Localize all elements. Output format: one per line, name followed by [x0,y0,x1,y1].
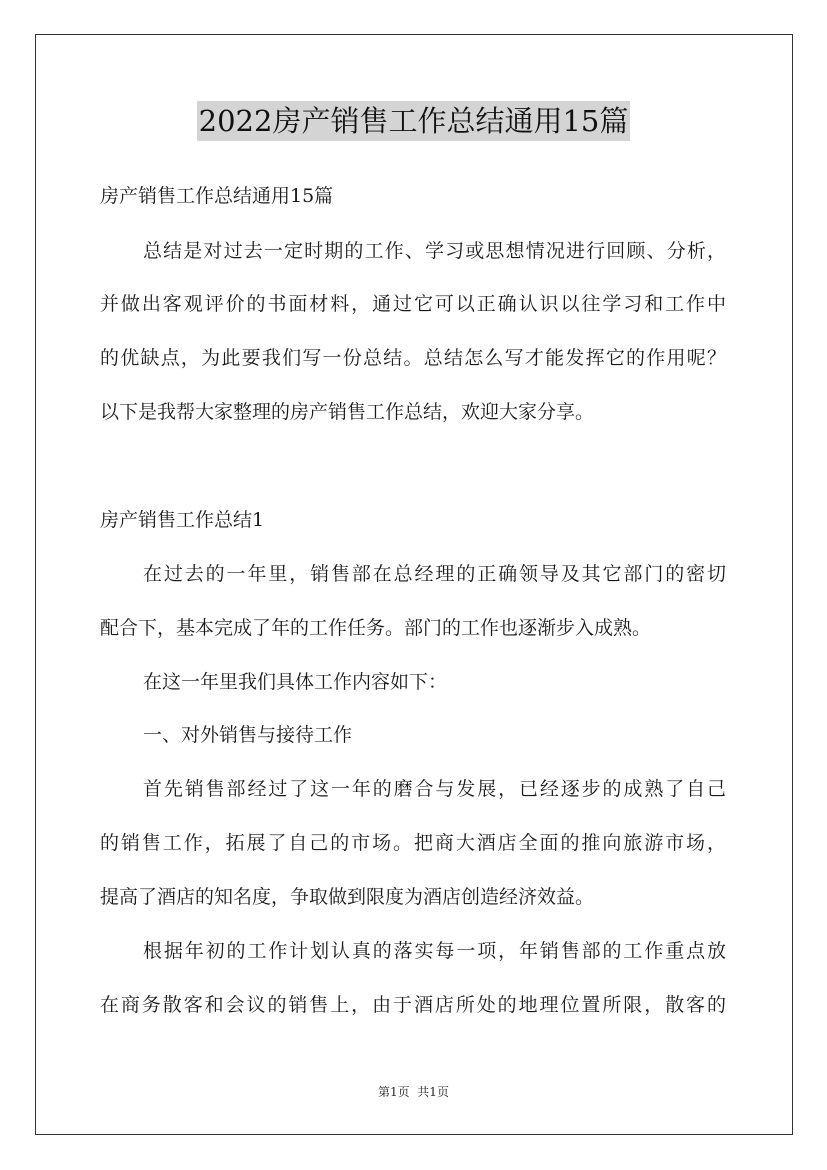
section-heading: 房产销售工作总结1 [100,509,265,531]
paragraph-line: 的优缺点，为此要我们写一份总结。总结怎么写才能发挥它的作用呢？ [100,347,726,369]
paragraph-line: 并做出客观评价的书面材料，通过它可以正确认识以往学习和工作中 [100,293,726,315]
paragraph-line: 配合下，基本完成了年的工作任务。部门的工作也逐渐步入成熟。 [100,617,652,639]
paragraph-line: 的销售工作，拓展了自己的市场。把商大酒店全面的推向旅游市场， [100,832,726,854]
subheading-line: 一、对外销售与接待工作 [143,724,353,746]
paragraph-line: 提高了酒店的知名度，争取做到限度为酒店创造经济效益。 [100,886,595,908]
paragraph-line: 在商务散客和会议的销售上，由于酒店所处的地理位置所限，散客的 [100,994,726,1016]
paragraph-line: 总结是对过去一定时期的工作、学习或思想情况进行回顾、分析， [143,240,726,262]
paragraph-line: 在这一年里我们具体工作内容如下： [143,671,448,693]
paragraph-line: 首先销售部经过了这一年的磨合与发展，已经逐步的成熟了自己 [143,778,726,800]
document-title: 2022房产销售工作总结通用15篇 [197,101,631,141]
subtitle-line: 房产销售工作总结通用15篇 [100,185,334,207]
paragraph-line: 在过去的一年里，销售部在总经理的正确领导及其它部门的密切 [143,563,726,585]
paragraph-line: 以下是我帮大家整理的房产销售工作总结，欢迎大家分享。 [100,401,595,423]
page-number-footer: 第1页 共1页 [378,1085,449,1099]
paragraph-line: 根据年初的工作计划认真的落实每一项，年销售部的工作重点放 [143,940,726,962]
title-container [0,101,827,141]
